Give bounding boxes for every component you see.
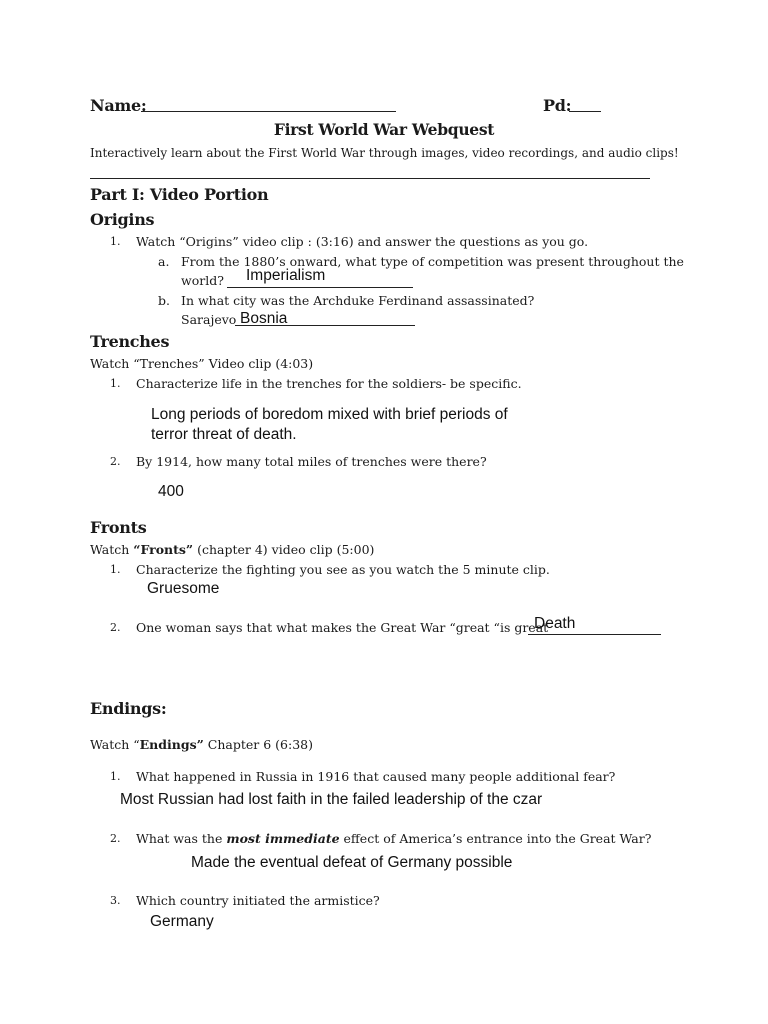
endings-q2-emphasis: most immediate [226, 831, 340, 846]
endings-a2[interactable]: Made the eventual defeat of Germany possible [191, 854, 513, 871]
endings-q3-text: Which country initiated the armistice? [136, 893, 380, 908]
trenches-q1-number: 1. [110, 377, 121, 390]
fronts-intro-clip-name: “Fronts” [133, 542, 194, 557]
origins-qb-text: In what city was the Archduke Ferdinand assassinated? [181, 293, 535, 308]
endings-heading: Endings: [90, 699, 167, 718]
part-heading: Part I: Video Portion [90, 185, 269, 204]
trenches-heading: Trenches [90, 332, 170, 351]
fronts-intro-suffix: (chapter 4) video clip (5:00) [193, 542, 375, 557]
period-label: Pd: [543, 96, 572, 115]
endings-intro-suffix: Chapter 6 (6:38) [203, 737, 313, 752]
fronts-q2-number: 2. [110, 621, 121, 634]
origins-heading: Origins [90, 210, 155, 229]
trenches-q2-text: By 1914, how many total miles of trenches were there? [136, 454, 487, 469]
divider-line [90, 178, 650, 179]
fronts-intro-prefix: Watch [90, 542, 134, 557]
endings-a3[interactable]: Germany [150, 913, 214, 930]
trenches-q2-number: 2. [110, 455, 121, 468]
fronts-heading: Fronts [90, 518, 147, 537]
origins-qb-answer[interactable]: Bosnia [240, 310, 288, 327]
origins-qb-prefix: Sarajevo [181, 312, 237, 327]
origins-qa-answer-line[interactable] [227, 287, 413, 288]
fronts-q2-text: One woman says that what makes the Great War “great “is great [136, 620, 549, 635]
trenches-a1-line1[interactable]: Long periods of boredom mixed with brief periods of [151, 406, 508, 423]
endings-intro [90, 737, 313, 752]
origins-qa-answer[interactable]: Imperialism [246, 267, 326, 284]
trenches-intro: Watch “Trenches” Video clip (4:03) [90, 356, 314, 371]
fronts-q1-number: 1. [110, 563, 121, 576]
endings-intro-prefix: Watch “ [90, 737, 140, 752]
endings-q3-number: 3. [110, 894, 121, 907]
endings-a1[interactable]: Most Russian had lost faith in the failed leadership of the czar [120, 791, 543, 808]
page-title: First World War Webquest [273, 120, 495, 139]
fronts-a2[interactable]: Death [534, 615, 576, 632]
trenches-q1-text: Characterize life in the trenches for the soldiers- be specific. [136, 376, 522, 391]
origins-qa-letter: a. [158, 254, 170, 269]
fronts-intro [90, 542, 374, 557]
origins-qa-text-line2: world? [181, 273, 224, 288]
endings-q2-suffix: effect of America’s entrance into the Great War? [339, 831, 652, 846]
origins-q1-number: 1. [110, 235, 121, 248]
origins-qa-text: From the 1880’s onward, what type of competition was present throughout the [181, 254, 684, 269]
trenches-a1-line2[interactable]: terror threat of death. [151, 426, 297, 443]
origins-q1-text: Watch “Origins” video clip : (3:16) and answer the questions as you go. [136, 234, 589, 249]
period-blank[interactable] [569, 111, 601, 112]
trenches-a2[interactable]: 400 [158, 483, 184, 500]
fronts-a2-answer-line[interactable] [528, 634, 661, 635]
endings-q1-number: 1. [110, 770, 121, 783]
endings-q2-prefix: What was the [136, 831, 227, 846]
name-blank[interactable] [141, 111, 396, 112]
origins-qb-letter: b. [158, 293, 170, 308]
name-label: Name: [90, 96, 147, 115]
fronts-q1-text: Characterize the fighting you see as you watch the 5 minute clip. [136, 562, 550, 577]
fronts-a1[interactable]: Gruesome [147, 580, 220, 597]
endings-q2-number: 2. [110, 832, 121, 845]
endings-q2-text [136, 831, 651, 846]
endings-q1-text: What happened in Russia in 1916 that caused many people additional fear? [136, 769, 616, 784]
endings-intro-clip-name: Endings” [139, 737, 204, 752]
page-subtitle: Interactively learn about the First World War through images, video recordings, and audio clips! [90, 146, 679, 160]
